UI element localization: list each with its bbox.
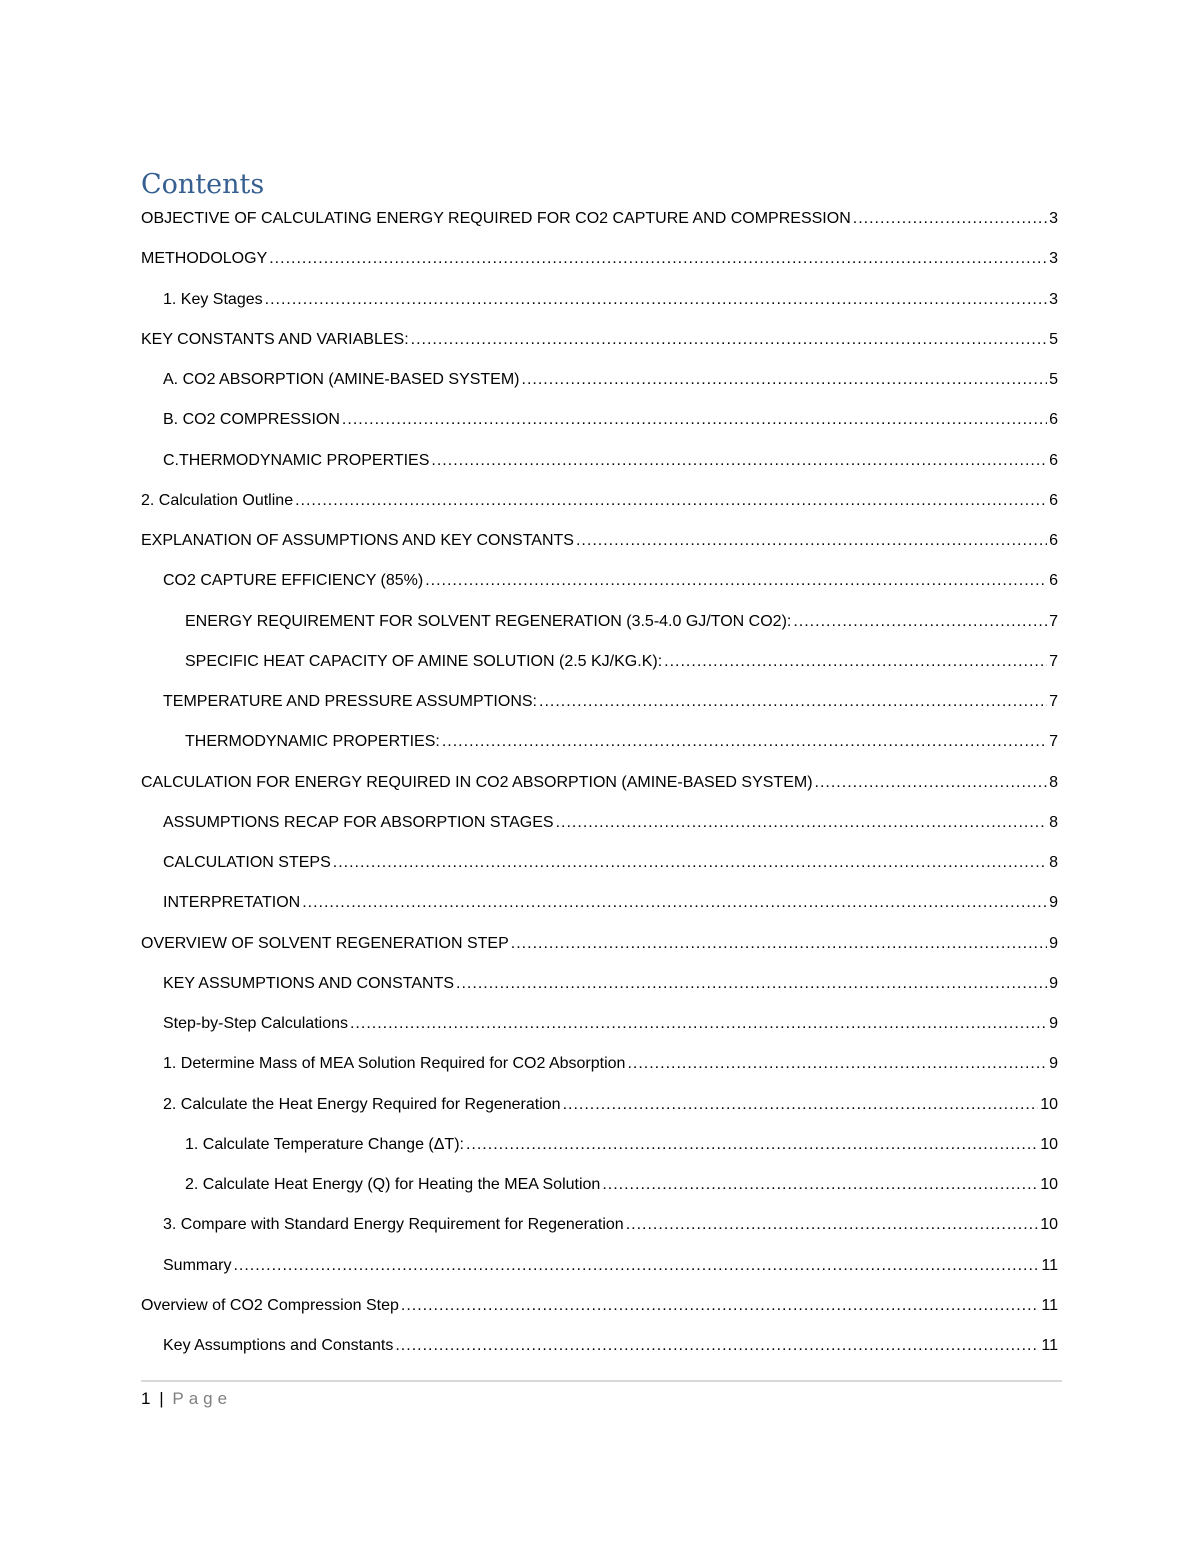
toc-dot-leader	[302, 890, 1047, 916]
toc-entry-text: OBJECTIVE OF CALCULATING ENERGY REQUIRED FOR CO2 CAPTURE AND COMPRESSION	[141, 210, 851, 227]
toc-entry[interactable]	[141, 770, 1058, 810]
toc-entry-text: Summary	[163, 1256, 232, 1274]
toc-entry-page: 6	[1049, 532, 1058, 549]
toc-entry-page: 11	[1041, 1296, 1058, 1314]
toc-entry-text: ENERGY REQUIREMENT FOR SOLVENT REGENERATION (3.5-4.0 GJ/TON CO2):	[185, 612, 792, 630]
toc-entry-text: Overview of CO2 Compression Step	[141, 1296, 399, 1314]
page-footer	[141, 1387, 232, 1411]
toc-entry-text: 3. Compare with Standard Energy Requirement for Regeneration	[163, 1216, 624, 1234]
toc-entry-page: 6	[1049, 451, 1058, 469]
toc-dot-leader	[442, 729, 1047, 755]
toc-dot-leader	[401, 1293, 1040, 1319]
toc-dot-leader	[664, 649, 1047, 675]
toc-entry[interactable]	[141, 568, 1058, 608]
toc-dot-leader	[425, 568, 1047, 594]
toc-entry-page: 10	[1040, 1176, 1058, 1193]
toc-entry-page: 3	[1049, 210, 1058, 227]
toc-entry[interactable]	[141, 488, 1058, 528]
toc-entry-page: 9	[1049, 894, 1058, 912]
toc-dot-leader	[539, 689, 1047, 715]
toc-entry-page: 11	[1041, 1337, 1058, 1354]
toc-entry-page: 9	[1049, 974, 1058, 992]
toc-dot-leader	[563, 1092, 1039, 1118]
toc-entry-page: 8	[1049, 854, 1058, 871]
toc-entry[interactable]	[141, 448, 1058, 488]
toc-entry-text: CALCULATION STEPS	[163, 854, 331, 871]
toc-entry[interactable]	[141, 1293, 1058, 1333]
toc-entry-page: 11	[1041, 1256, 1058, 1274]
toc-entry-page: 5	[1049, 371, 1058, 388]
toc-entry[interactable]	[141, 1011, 1058, 1051]
toc-entry-page: 7	[1049, 733, 1058, 751]
toc-entry-page: 9	[1049, 1015, 1058, 1032]
toc-entry-text: CO2 CAPTURE EFFICIENCY (85%)	[163, 572, 424, 590]
toc-entry-text: 1. Calculate Temperature Change (ΔT):	[185, 1135, 464, 1153]
toc-entry-page: 3	[1049, 290, 1058, 308]
toc-dot-leader	[395, 1333, 1039, 1359]
toc-entry[interactable]	[141, 1092, 1058, 1132]
toc-dot-leader	[269, 246, 1047, 272]
toc-entry[interactable]	[141, 729, 1058, 769]
toc-dot-leader	[626, 1212, 1039, 1238]
toc-entry[interactable]	[141, 689, 1058, 729]
toc-dot-leader	[815, 770, 1048, 796]
toc-entry-text: Key Assumptions and Constants	[163, 1337, 394, 1354]
toc-entry-page: 3	[1049, 250, 1058, 268]
toc-entry-text: 1. Determine Mass of MEA Solution Required for CO2 Absorption	[163, 1055, 626, 1073]
footer-page-label: Page	[172, 1389, 233, 1408]
toc-entry-page: 8	[1049, 813, 1058, 831]
toc-dot-leader	[411, 327, 1047, 353]
toc-entry-page: 8	[1049, 773, 1058, 791]
toc-dot-leader	[456, 971, 1047, 997]
toc-dot-leader	[602, 1172, 1038, 1198]
toc-entry-page: 10	[1040, 1095, 1058, 1113]
toc-entry-text: Step-by-Step Calculations	[163, 1015, 348, 1032]
toc-entry[interactable]	[141, 810, 1058, 850]
toc-dot-leader	[511, 931, 1047, 957]
toc-dot-leader	[556, 810, 1048, 836]
toc-entry-page: 6	[1049, 411, 1058, 429]
toc-entry-page: 10	[1040, 1135, 1058, 1153]
toc-dot-leader	[350, 1011, 1047, 1037]
toc-entry-text: EXPLANATION OF ASSUMPTIONS AND KEY CONSTANTS	[141, 532, 574, 549]
toc-entry-text: OVERVIEW OF SOLVENT REGENERATION STEP	[141, 934, 509, 952]
toc-dot-leader	[265, 287, 1047, 313]
toc-entry[interactable]	[141, 1333, 1058, 1373]
toc-entry-page: 10	[1040, 1216, 1058, 1234]
toc-entry[interactable]	[141, 367, 1058, 407]
toc-entry-text: METHODOLOGY	[141, 250, 268, 268]
toc-entry-text: TEMPERATURE AND PRESSURE ASSUMPTIONS:	[163, 693, 537, 710]
toc-entry[interactable]	[141, 1253, 1058, 1293]
toc-entry[interactable]	[141, 850, 1058, 890]
toc-entry-text: SPECIFIC HEAT CAPACITY OF AMINE SOLUTION (2.5 KJ/KG.K):	[185, 652, 663, 670]
toc-dot-leader	[333, 850, 1047, 876]
toc-dot-leader	[793, 609, 1047, 635]
toc-entry-page: 7	[1049, 693, 1058, 710]
toc-entry-text: INTERPRETATION	[163, 894, 301, 912]
toc-entry-text: C.THERMODYNAMIC PROPERTIES	[163, 451, 430, 469]
footer-page-number: 1	[141, 1389, 151, 1408]
toc-dot-leader	[342, 407, 1047, 433]
toc-entry[interactable]	[141, 206, 1058, 246]
toc-entry[interactable]	[141, 890, 1058, 930]
toc-title: Contents	[141, 169, 265, 200]
toc-entry[interactable]	[141, 1172, 1058, 1212]
toc-dot-leader	[295, 488, 1047, 514]
toc-entry-text: 2. Calculate Heat Energy (Q) for Heating the MEA Solution	[185, 1176, 601, 1193]
toc-entry[interactable]	[141, 407, 1058, 447]
toc-entry-text: CALCULATION FOR ENERGY REQUIRED IN CO2 ABSORPTION (AMINE-BASED SYSTEM)	[141, 773, 813, 791]
toc-dot-leader	[431, 448, 1047, 474]
toc-entry-text: ASSUMPTIONS RECAP FOR ABSORPTION STAGES	[163, 813, 554, 831]
toc-entry-text: A. CO2 ABSORPTION (AMINE-BASED SYSTEM)	[163, 371, 520, 388]
toc-entry[interactable]	[141, 327, 1058, 367]
toc-list	[141, 206, 1058, 1373]
toc-entry[interactable]	[141, 931, 1058, 971]
toc-dot-leader	[627, 1051, 1047, 1077]
footer-divider	[141, 1380, 1062, 1382]
toc-entry[interactable]	[141, 971, 1058, 1011]
toc-entry-page: 9	[1049, 934, 1058, 952]
toc-entry[interactable]	[141, 246, 1058, 286]
toc-dot-leader	[466, 1132, 1038, 1158]
toc-entry-text: 2. Calculation Outline	[141, 491, 294, 509]
toc-entry[interactable]	[141, 287, 1058, 327]
toc-entry-text: KEY CONSTANTS AND VARIABLES:	[141, 330, 409, 348]
toc-entry-text: 2. Calculate the Heat Energy Required for Regeneration	[163, 1095, 561, 1113]
toc-entry[interactable]	[141, 649, 1058, 689]
toc-entry[interactable]	[141, 528, 1058, 568]
toc-entry-text: THERMODYNAMIC PROPERTIES:	[185, 733, 440, 751]
toc-entry[interactable]	[141, 1051, 1058, 1091]
toc-entry-page: 7	[1049, 612, 1058, 630]
toc-entry-page: 7	[1049, 652, 1058, 670]
toc-entry[interactable]	[141, 1132, 1058, 1172]
footer-separator: |	[159, 1389, 164, 1408]
toc-dot-leader	[853, 206, 1047, 232]
toc-dot-leader	[576, 528, 1047, 554]
toc-entry-text: 1. Key Stages	[163, 290, 263, 308]
toc-entry-page: 6	[1049, 491, 1058, 509]
toc-entry-page: 6	[1049, 572, 1058, 590]
toc-dot-leader	[522, 367, 1048, 393]
toc-entry-text: KEY ASSUMPTIONS AND CONSTANTS	[163, 974, 455, 992]
toc-entry[interactable]	[141, 1212, 1058, 1252]
toc-entry[interactable]	[141, 609, 1058, 649]
toc-entry-page: 9	[1049, 1055, 1058, 1073]
toc-entry-page: 5	[1049, 330, 1058, 348]
toc-dot-leader	[233, 1253, 1039, 1279]
toc-entry-text: B. CO2 COMPRESSION	[163, 411, 340, 429]
